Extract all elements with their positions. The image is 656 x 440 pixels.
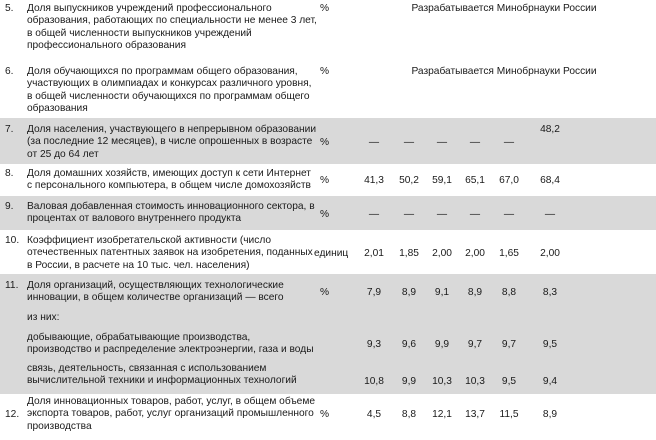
row-number: 7.	[5, 124, 14, 135]
value-cell: 9,3	[366, 339, 382, 350]
value-cell: 10,3	[465, 376, 485, 387]
row-unit: %	[320, 209, 330, 220]
value-cell: —	[503, 209, 515, 220]
value-cell: 8,8	[401, 409, 417, 420]
value-cell: 48,2	[540, 124, 560, 135]
row-unit: единиц	[314, 248, 349, 259]
row-label: Доля организаций, осуществляющих технологические инновации, в общем количестве организаций — всего	[27, 280, 284, 304]
value-cell: 12,1	[432, 409, 452, 420]
value-cell: 8,9	[467, 287, 483, 298]
value-cell: 9,1	[434, 287, 450, 298]
table-row	[0, 326, 656, 360]
row-unit: %	[320, 137, 330, 148]
row-label: Валовая добавленная стоимость инновационного сектора, в процентах от валового внутреннего продукта	[27, 201, 315, 225]
row-number: 11.	[5, 280, 19, 291]
row-number: 12.	[5, 409, 20, 420]
value-cell: 9,4	[542, 376, 558, 387]
row-unit: %	[320, 287, 330, 298]
value-cell: —	[368, 137, 380, 148]
value-cell: 2,00	[465, 248, 485, 259]
row-unit: %	[320, 66, 330, 77]
row-label: Доля обучающихся по программам общего образования, участвующих в олимпиадах и конкурсах различного уровня, в общей численности обучающихся по программам общего образования	[27, 66, 312, 115]
row-unit: %	[320, 409, 330, 420]
value-cell: —	[436, 137, 448, 148]
value-cell: 1,85	[399, 248, 419, 259]
value-cell: —	[469, 209, 481, 220]
row-unit: %	[320, 3, 330, 14]
row-label: Доля выпускников учреждений профессионального образования, работающих по специальности не менее 3 лет, в общей численности выпускников учреждений профессионального образования	[27, 3, 317, 52]
value-cell: 13,7	[465, 409, 485, 420]
value-cell: 65,1	[465, 175, 485, 186]
value-cell: 9,5	[542, 339, 558, 350]
value-cell: —	[469, 137, 481, 148]
table-row	[0, 394, 656, 440]
table-row	[0, 360, 656, 394]
row-label: связь, деятельность, связанная с использованием вычислительной техники и информационных технологий	[27, 363, 297, 387]
row-unit: %	[320, 175, 330, 186]
value-cell: —	[544, 209, 556, 220]
row-number: 9.	[5, 201, 14, 212]
value-cell: 11,5	[499, 409, 519, 420]
row-label: Доля инновационных товаров, работ, услуг, в общем объеме экспорта товаров, работ, услуг организаций промышленного производства	[27, 396, 316, 432]
value-cell: 9,7	[501, 339, 517, 350]
value-cell: 10,8	[364, 376, 384, 387]
value-cell: 41,3	[364, 175, 384, 186]
row-number: 6.	[5, 66, 14, 77]
row-label: Коэффициент изобретательской активности (число отечественных патентных заявок на изобретения, поданных в России, в расчете на 10 тыс. чел. населения)	[27, 235, 313, 271]
row-note: Разрабатывается Минобрнауки России	[411, 66, 597, 77]
row-number: 5.	[5, 3, 14, 14]
row-label: Доля домашних хозяйств, имеющих доступ к сети Интернет с персонального компьютера, в общем числе домохозяйств	[27, 168, 311, 192]
table-row	[0, 164, 656, 196]
table-row	[0, 0, 656, 58]
value-cell: 2,01	[364, 248, 384, 259]
value-cell: 8,9	[542, 409, 558, 420]
value-cell: —	[403, 209, 415, 220]
value-cell: 4,5	[366, 409, 382, 420]
table-row	[0, 230, 656, 274]
value-cell: 2,00	[540, 248, 560, 259]
value-cell: 68,4	[540, 175, 560, 186]
value-cell: 2,00	[432, 248, 452, 259]
table-row	[0, 196, 656, 230]
value-cell: 8,9	[401, 287, 417, 298]
value-cell: 9,9	[434, 339, 450, 350]
row-number: 8.	[5, 168, 14, 179]
value-cell: 67,0	[499, 175, 519, 186]
row-label: из них:	[27, 312, 60, 323]
table-row	[0, 58, 656, 118]
value-cell: —	[436, 209, 448, 220]
value-cell: —	[503, 137, 515, 148]
value-cell: —	[368, 209, 380, 220]
value-cell: 8,3	[542, 287, 558, 298]
value-cell: 7,9	[366, 287, 382, 298]
value-cell: 50,2	[399, 175, 419, 186]
value-cell: 8,8	[501, 287, 517, 298]
value-cell: 9,7	[467, 339, 483, 350]
value-cell: —	[403, 137, 415, 148]
row-number: 10.	[5, 235, 20, 246]
row-note: Разрабатывается Минобрнауки России	[411, 3, 597, 14]
value-cell: 9,5	[501, 376, 517, 387]
value-cell: 59,1	[432, 175, 452, 186]
row-label: Доля населения, участвующего в непрерывном образовании (за последние 12 месяцев), в числе опрошенных в возрасте от 25 до 64 лет	[27, 124, 317, 160]
value-cell: 1,65	[499, 248, 519, 259]
value-cell: 9,9	[401, 376, 417, 387]
row-label: добывающие, обрабатывающие производства, производство и распределение электроэнергии, газа и воды	[27, 332, 314, 356]
value-cell: 9,6	[401, 339, 417, 350]
value-cell: 10,3	[432, 376, 452, 387]
table-row	[0, 118, 656, 164]
